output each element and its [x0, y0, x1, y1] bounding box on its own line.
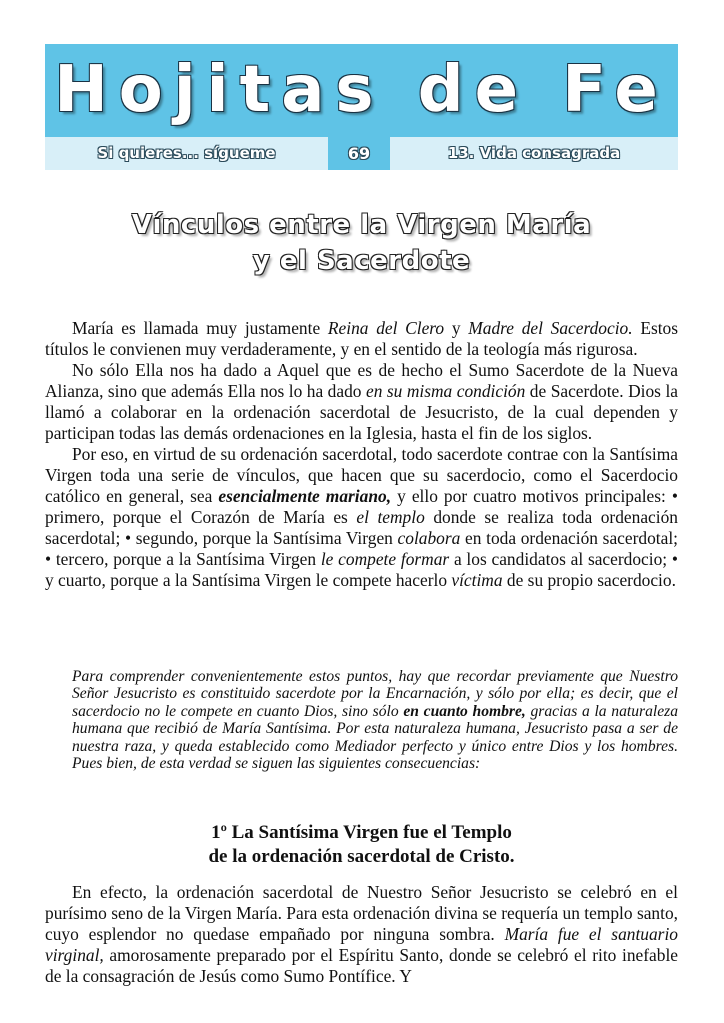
- note-paragraph: [72, 668, 678, 772]
- section-heading-line1: 1º La Santísima Virgen fue el Templo: [211, 822, 512, 843]
- article-title-line1: Vínculos entre la Virgen María: [131, 210, 592, 240]
- italic-run: el templo: [356, 507, 425, 527]
- text-run: donde se realiza toda ordenación sacerdotal; • segundo, porque la Santísima Virgen: [45, 507, 678, 548]
- italic-run: María fue el santuario virginal,: [45, 924, 678, 965]
- section-heading-line2: de la ordenación sacerdotal de Cristo.: [208, 846, 515, 867]
- header-banner: [45, 44, 678, 170]
- text-run: María es llamada muy justamente: [72, 318, 328, 338]
- bold-run: en cuanto hombre,: [403, 702, 526, 720]
- italic-note: [72, 668, 678, 772]
- issue-number: 69: [334, 137, 384, 170]
- masthead-title: Hojitas de Fe: [54, 53, 669, 127]
- article-body: [45, 318, 678, 591]
- text-run: amorosamente preparado por el Espíritu Santo, donde se celebró el rito inefable de la consagración de Jesús como Sumo Pontífice. Y: [45, 945, 678, 986]
- text-run: y ello por cuatro motivos principales: • primero, porque el Corazón de María es: [45, 486, 678, 527]
- italic-run: le compete formar: [320, 549, 450, 569]
- text-run: Para comprender convenientemente estos puntos, hay que recordar previamente que Nuestro Señor Jesucristo es constituido sacerdote por la Encarnación, y sólo por ella; es decir, que el sacerdocio no le compete en cuanto Dios, sino sólo: [72, 668, 678, 720]
- text-run: Por eso, en virtud de su ordenación sacerdotal, todo sacerdote contrae con la Santísima Virgen toda una serie de vínculos, que hacen que su sacerdocio, como el Sacerdocio católico en general, sea: [45, 444, 678, 506]
- text-run: gracias a la naturaleza humana que recibió de María Santísima. Por esta naturaleza humana, Jesucristo pasa a ser de nuestra raza, y queda establecido como Mediador perfecto y único entre Dios y los hombres. Pues bien, de esta verdad se siguen las siguientes consecuencias:: [72, 702, 678, 773]
- section-body: [45, 882, 678, 987]
- header-subbar: [45, 137, 678, 170]
- italic-run: colabora: [397, 528, 461, 548]
- bold-italic-run: esencialmente mariano,: [218, 486, 392, 506]
- italic-run: Reina del Clero: [327, 318, 445, 338]
- text-run: En efecto, la ordenación sacerdotal de Nuestro Señor Jesucristo se celebró en el purísimo seno de la Virgen María. Para esta ordenación divina se requería un templo santo, cuyo esplendor no quedase empañado por ninguna sombra.: [45, 882, 678, 944]
- text-run: Estos títulos le convienen muy verdaderamente, y en el sentido de la teología más rigurosa.: [45, 318, 679, 359]
- text-run: de Sacerdote. Dios la llamó a colaborar en la ordenación sacerdotal de Jesucristo, de la cual dependen y participan todas las demás ordenaciones en la Iglesia, hasta el fin de los siglos.: [45, 381, 678, 443]
- italic-run: Madre del Sacerdocio.: [468, 318, 633, 338]
- paragraph-3: [45, 444, 678, 591]
- text-run: a los candidatos al sacerdocio; • y cuarto, porque a la Santísima Virgen le compete hacerlo: [45, 549, 678, 590]
- text-run: y: [444, 318, 469, 338]
- section-paragraph: [45, 882, 678, 987]
- text-run: de su propio sacerdocio.: [502, 570, 676, 590]
- text-run: en toda ordenación sacerdotal; • tercero, porque a la Santísima Virgen: [45, 528, 678, 569]
- article-title: [45, 207, 678, 279]
- section-heading: [45, 821, 678, 869]
- series-section: 13. Vida consagrada: [390, 137, 678, 170]
- series-motto: Si quieres... sígueme: [45, 137, 328, 170]
- italic-run: en su misma condición: [365, 381, 526, 401]
- paragraph-2: [45, 360, 678, 444]
- article-title-line2: y el Sacerdote: [252, 246, 471, 276]
- text-run: No sólo Ella nos ha dado a Aquel que es de hecho el Sumo Sacerdote de la Nueva Alianza, sino que además Ella nos lo ha dado: [45, 360, 678, 401]
- italic-run: víctima: [451, 570, 503, 590]
- paragraph-1: [45, 318, 678, 360]
